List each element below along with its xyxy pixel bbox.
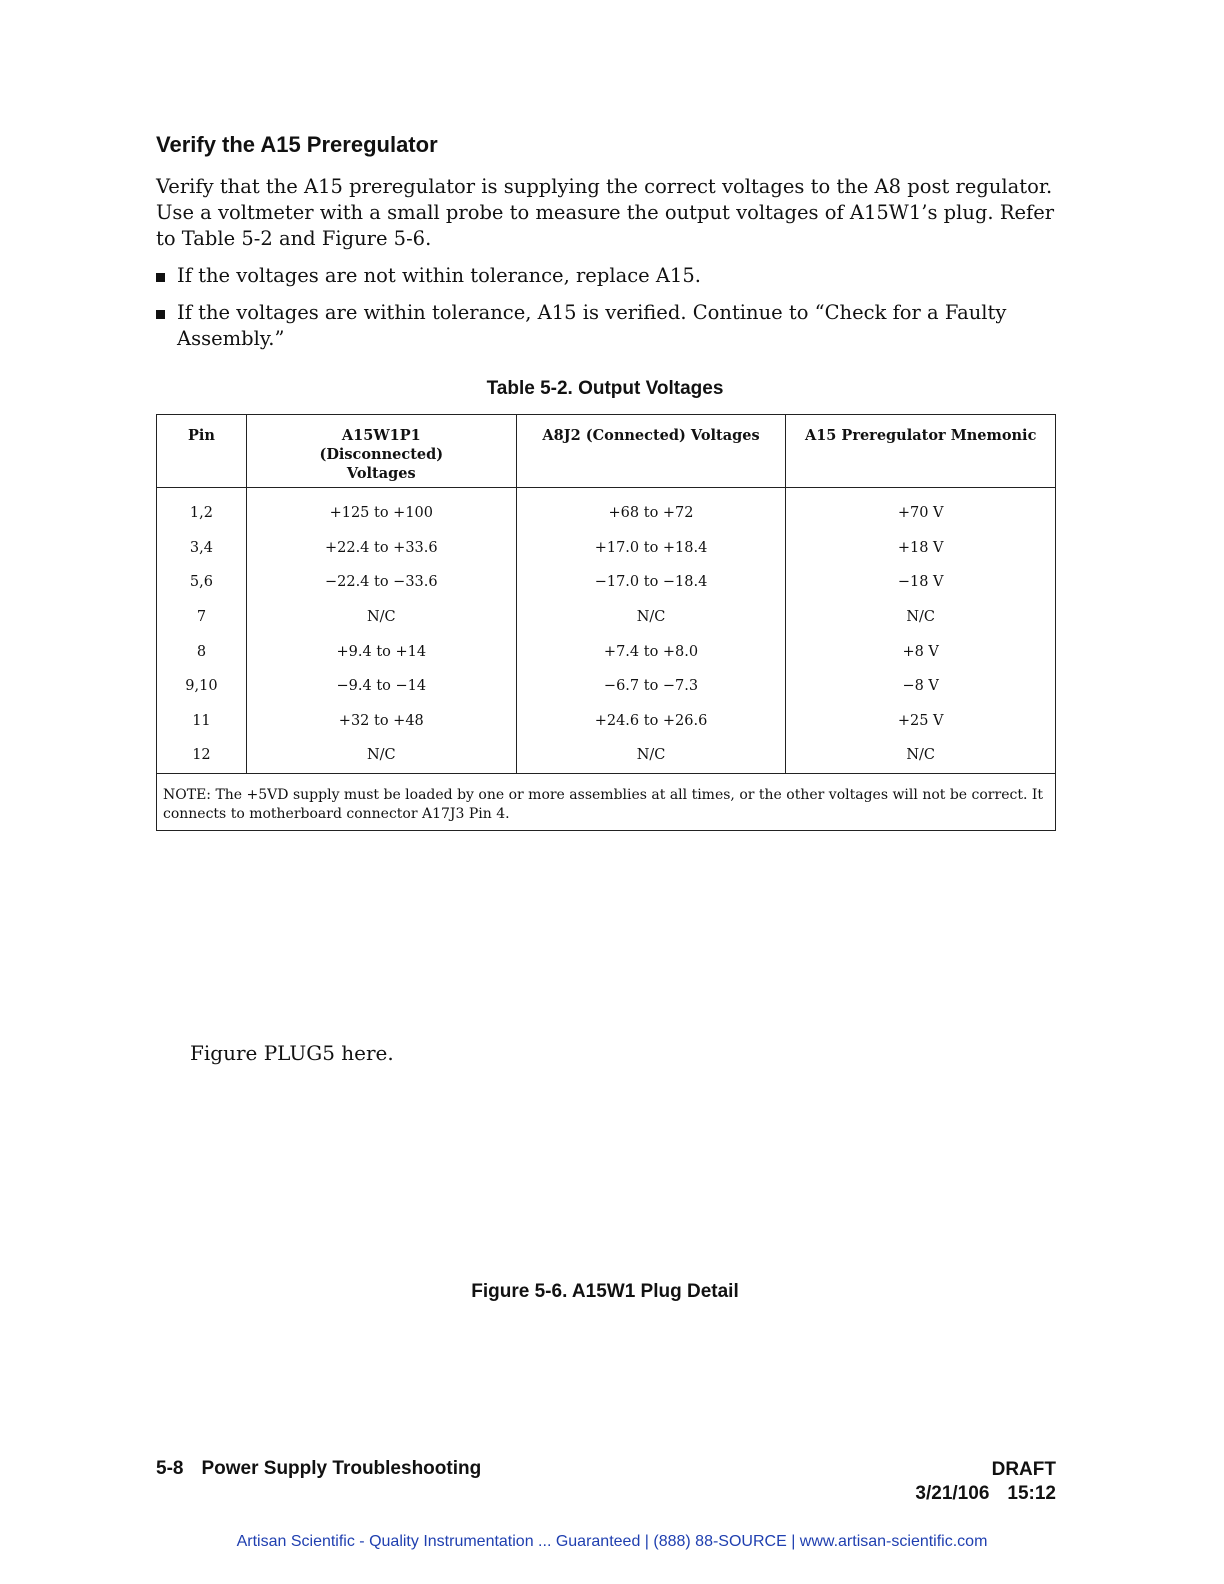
pin-cell: 3,4 bbox=[189, 539, 213, 556]
vendor-banner: Artisan Scientific - Quality Instrumentation ... Guaranteed | (888) 88-SOURCE | www.artisan-scientific.com bbox=[236, 1533, 988, 1550]
table-row bbox=[157, 565, 1056, 600]
connected-voltage-cell: N/C bbox=[516, 738, 786, 773]
chapter-title: Power Supply Troubleshooting bbox=[201, 1458, 482, 1479]
pin-cell: 12 bbox=[192, 747, 211, 764]
header-pin: Pin bbox=[157, 415, 247, 488]
draft-label: DRAFT bbox=[991, 1459, 1056, 1480]
draft-date: 3/21/106 bbox=[915, 1483, 990, 1504]
connected-voltage-cell: −6.7 to −7.3 bbox=[516, 669, 786, 704]
pin-cell: 5,6 bbox=[189, 574, 213, 591]
table-caption: Table 5-2. Output Voltages bbox=[486, 378, 724, 399]
mnemonic-cell: −18 V bbox=[786, 565, 1056, 600]
bullet-item bbox=[156, 300, 1036, 352]
disconnected-voltage-cell: N/C bbox=[246, 600, 516, 635]
footer-right bbox=[915, 1458, 1056, 1506]
table-note-row bbox=[157, 773, 1056, 830]
mnemonic-cell: +70 V bbox=[786, 488, 1056, 531]
output-voltages-table bbox=[156, 414, 1056, 831]
bullet-item bbox=[156, 263, 1036, 289]
mnemonic-cell: −8 V bbox=[786, 669, 1056, 704]
table-note: NOTE: The +5VD supply must be loaded by one or more assemblies at all times, or the other voltages will not be correct. It connects to motherboard connector A17J3 Pin 4. bbox=[157, 773, 1056, 830]
table-row bbox=[157, 634, 1056, 669]
disconnected-voltage-cell: +125 to +100 bbox=[246, 488, 516, 531]
table-row bbox=[157, 488, 1056, 531]
mnemonic-cell: +25 V bbox=[786, 704, 1056, 739]
pin-cell: 11 bbox=[192, 712, 211, 729]
mnemonic-cell: N/C bbox=[786, 738, 1056, 773]
section-title: Verify the A15 Preregulator bbox=[156, 132, 438, 157]
table-row bbox=[157, 669, 1056, 704]
pin-cell: 9,10 bbox=[185, 678, 218, 695]
draft-time: 15:12 bbox=[1007, 1483, 1056, 1504]
figure-placeholder: Figure PLUG5 here. bbox=[190, 1041, 394, 1065]
header-disconnected-voltages: A15W1P1 (Disconnected) Voltages bbox=[246, 415, 516, 488]
connected-voltage-cell: −17.0 to −18.4 bbox=[516, 565, 786, 600]
connected-voltage-cell: +17.0 to +18.4 bbox=[516, 531, 786, 566]
bullet-square-icon bbox=[156, 273, 165, 282]
disconnected-voltage-cell: +22.4 to +33.6 bbox=[246, 531, 516, 566]
page-number: 5-8 bbox=[156, 1458, 184, 1479]
table-row bbox=[157, 704, 1056, 739]
pin-cell: 1,2 bbox=[189, 505, 213, 522]
figure-caption: Figure 5-6. A15W1 Plug Detail bbox=[471, 1281, 739, 1302]
connected-voltage-cell: +7.4 to +8.0 bbox=[516, 634, 786, 669]
mnemonic-cell: +18 V bbox=[786, 531, 1056, 566]
header-mnemonic: A15 Preregulator Mnemonic bbox=[786, 415, 1056, 488]
table-row bbox=[157, 600, 1056, 635]
connected-voltage-cell: +24.6 to +26.6 bbox=[516, 704, 786, 739]
header-connected-voltages: A8J2 (Connected) Voltages bbox=[516, 415, 786, 488]
bullet-square-icon bbox=[156, 310, 165, 319]
pin-cell: 8 bbox=[196, 643, 207, 660]
disconnected-voltage-cell: N/C bbox=[246, 738, 516, 773]
table-row bbox=[157, 738, 1056, 773]
mnemonic-cell: N/C bbox=[786, 600, 1056, 635]
footer-left bbox=[156, 1458, 481, 1480]
table-row bbox=[157, 531, 1056, 566]
table-header-row bbox=[157, 415, 1056, 488]
mnemonic-cell: +8 V bbox=[786, 634, 1056, 669]
intro-paragraph: Verify that the A15 preregulator is supplying the correct voltages to the A8 post regulator. Use a voltmeter with a small probe to measure the output voltages of A15W1’s plug. Refer to Table 5-2 and Figure 5-6. bbox=[156, 175, 1055, 250]
bullet-text: If the voltages are within tolerance, A15 is verified. Continue to “Check for a Faulty Assembly.” bbox=[177, 301, 1007, 350]
disconnected-voltage-cell: +32 to +48 bbox=[246, 704, 516, 739]
pin-cell: 7 bbox=[196, 609, 207, 626]
disconnected-voltage-cell: −22.4 to −33.6 bbox=[246, 565, 516, 600]
connected-voltage-cell: +68 to +72 bbox=[516, 488, 786, 531]
disconnected-voltage-cell: −9.4 to −14 bbox=[246, 669, 516, 704]
connected-voltage-cell: N/C bbox=[516, 600, 786, 635]
bullet-text: If the voltages are not within tolerance, replace A15. bbox=[177, 264, 701, 287]
disconnected-voltage-cell: +9.4 to +14 bbox=[246, 634, 516, 669]
